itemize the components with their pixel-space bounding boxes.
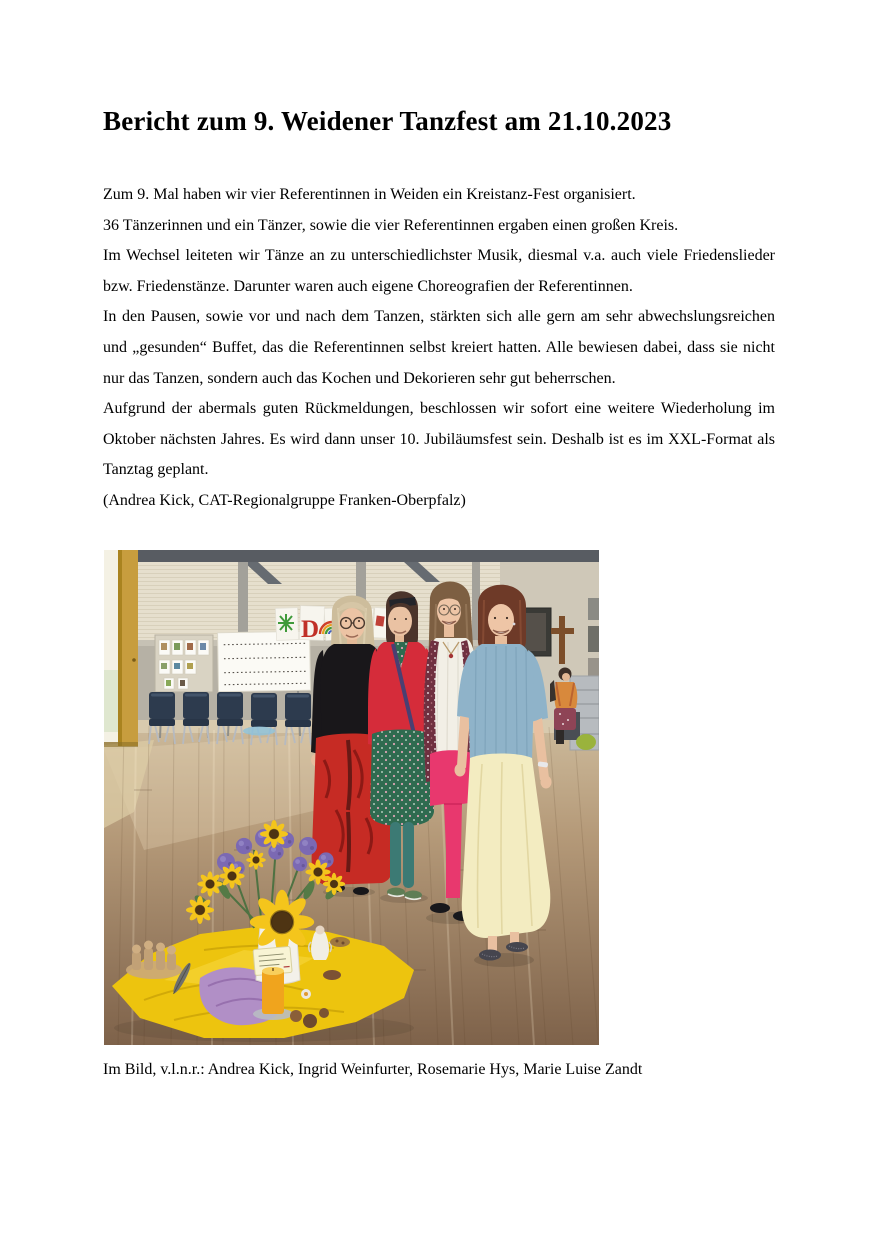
event-photo-illustration — [104, 550, 599, 1045]
green-star-icon — [278, 614, 294, 632]
paragraph-4: In den Pausen, sowie vor und nach dem Tanzen, stärkten sich alle gern am sehr abwechslungsreichen und „gesunden“ Buffet, das die Referentinnen selbst kreiert hatten. Alle bewiesen dabei, dass sie nicht nur das Tanzen, sondern auch das Kochen und Dekorieren sehr gut beherrschen. — [103, 308, 775, 387]
page-title: Bericht zum 9. Weidener Tanzfest am 21.10.2023 — [103, 106, 672, 136]
paragraph-5: Aufgrund der abermals guten Rückmeldungen, beschlossen wir sofort eine weitere Wiederholung im Oktober nächsten Jahres. Es wird dann unser 10. Jubiläumsfest sein. Deshalb ist es im XXL-Format als Tanztag geplant. — [103, 400, 775, 479]
article-body — [103, 180, 775, 517]
large-sunflower — [250, 889, 314, 953]
artwork-letter-d: D — [301, 615, 320, 643]
paragraph-6: (Andrea Kick, CAT-Regionalgruppe Franken-Oberpfalz) — [103, 491, 466, 509]
document-content — [103, 0, 775, 1080]
paragraph-3: Im Wechsel leiteten wir Tänze an zu unterschiedlichster Musik, diesmal v.a. auch viele Friedenslieder bzw. Friedenstänze. Darunter waren auch eigene Choreografien der Referentinnen. — [103, 247, 775, 295]
photo-caption: Im Bild, v.l.n.r.: Andrea Kick, Ingrid Weinfurter, Rosemarie Hys, Marie Luise Zandt — [103, 1060, 643, 1078]
event-photo — [104, 550, 599, 1045]
photo-door — [104, 550, 138, 747]
paragraph-1: Zum 9. Mal haben wir vier Referentinnen in Weiden ein Kreistanz-Fest organisiert. — [103, 186, 636, 203]
paragraph-2: 36 Tänzerinnen und ein Tänzer, sowie die vier Referentinnen ergaben einen großen Kreis. — [103, 216, 679, 234]
